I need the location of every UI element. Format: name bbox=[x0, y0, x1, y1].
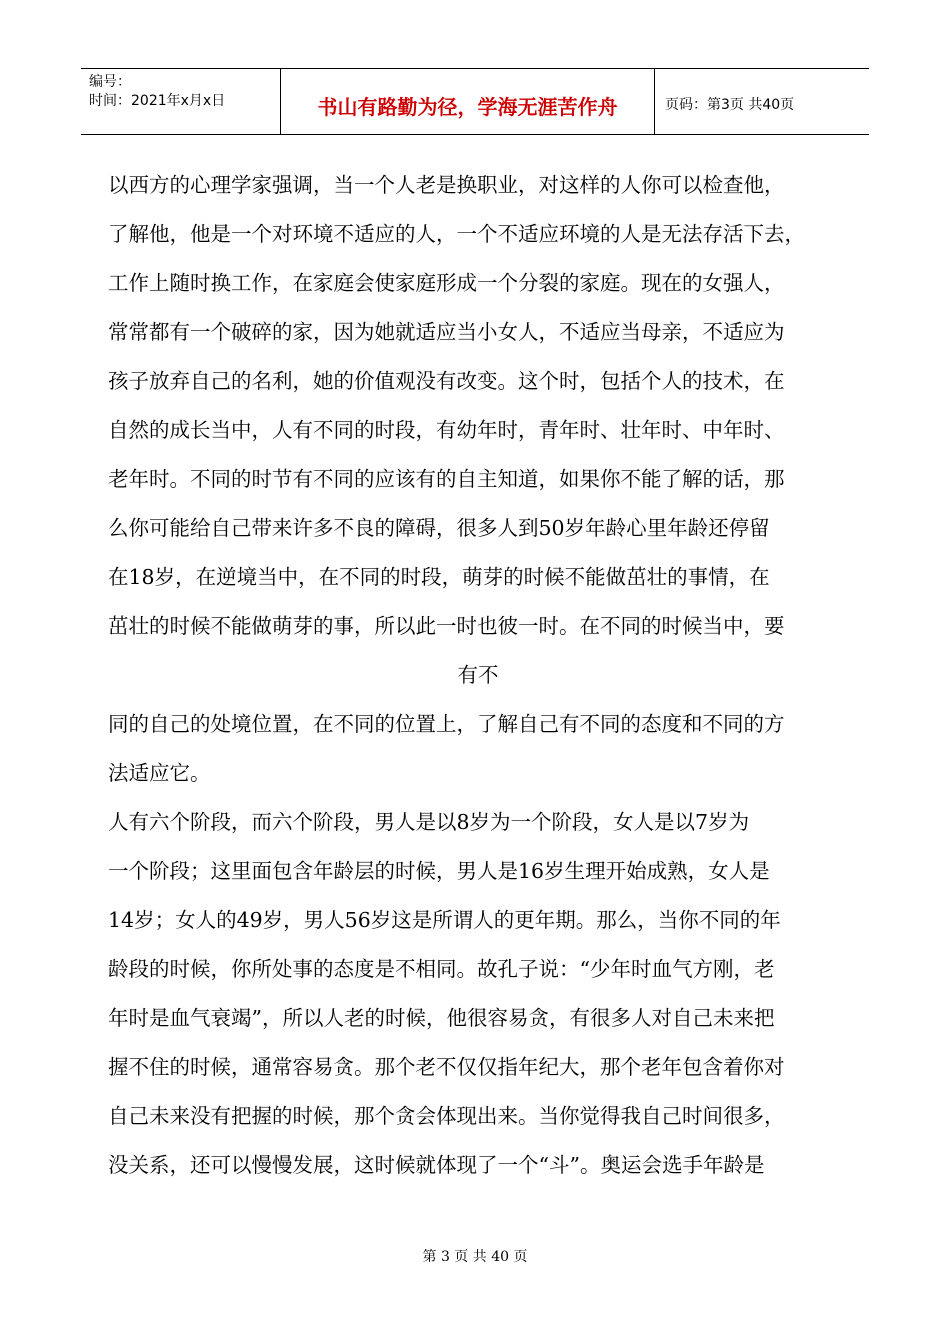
header-motto-cell bbox=[281, 69, 655, 134]
body-line: 常常都有一个破碎的家，因为她就适应当小女人，不适应当母亲，不适应为 bbox=[108, 320, 785, 344]
page-header bbox=[81, 68, 869, 135]
header-page-cell bbox=[655, 69, 869, 134]
body-line: 年时是血气衰竭”，所以人老的时候，他很容易贪，有很多人对自己未来把 bbox=[108, 1006, 775, 1030]
document-number-label: 编号： bbox=[89, 74, 131, 90]
body-line-centered: 有不 bbox=[457, 663, 499, 687]
header-meta-cell bbox=[81, 69, 281, 134]
body-line: 以西方的心理学家强调，当一个人老是换职业，对这样的人你可以检查他， bbox=[108, 173, 785, 197]
body-line: 自己未来没有把握的时候，那个贪会体现出来。当你觉得我自己时间很多， bbox=[108, 1104, 785, 1128]
page-footer: 第 3 页 共 40 页 bbox=[422, 1249, 528, 1265]
header-motto: 书山有路勤为径，学海无涯苦作舟 bbox=[317, 95, 618, 119]
body-line: 没关系，还可以慢慢发展，这时候就体现了一个“斗”。奥运会选手年龄是 bbox=[108, 1153, 765, 1177]
body-line: 同的自己的处境位置，在不同的位置上，了解自己有不同的态度和不同的方 bbox=[108, 712, 785, 736]
document-date-label: 时间：2021年x月x日 bbox=[89, 93, 226, 109]
body-line: 孩子放弃自己的名利，她的价值观没有改变。这个时，包括个人的技术，在 bbox=[108, 369, 785, 393]
header-page-number: 页码：第3页 共40页 bbox=[665, 97, 795, 113]
body-line: 握不住的时候，通常容易贪。那个老不仅仅指年纪大，那个老年包含着你对 bbox=[108, 1055, 785, 1079]
body-line: 一个阶段；这里面包含年龄层的时候，男人是16岁生理开始成熟，女人是 bbox=[108, 859, 770, 883]
body-line: 龄段的时候，你所处事的态度是不相同。故孔子说：“少年时血气方刚，老 bbox=[108, 957, 775, 981]
body-line: 茁壮的时候不能做萌芽的事，所以此一时也彼一时。在不同的时候当中，要 bbox=[108, 614, 785, 638]
body-line: 人有六个阶段，而六个阶段，男人是以8岁为一个阶段，女人是以7岁为 bbox=[108, 810, 750, 834]
body-line: 在18岁，在逆境当中，在不同的时段，萌芽的时候不能做茁壮的事情，在 bbox=[108, 565, 770, 589]
body-line: 老年时。不同的时节有不同的应该有的自主知道，如果你不能了解的话，那 bbox=[108, 467, 785, 491]
body-line: 么你可能给自己带来许多不良的障碍，很多人到50岁年龄心里年龄还停留 bbox=[108, 516, 770, 540]
body-line: 了解他，他是一个对环境不适应的人，一个不适应环境的人是无法存活下去， bbox=[108, 222, 805, 246]
body-line: 14岁；女人的49岁，男人56岁这是所谓人的更年期。那么，当你不同的年 bbox=[108, 908, 781, 932]
body-line: 法适应它。 bbox=[108, 761, 211, 785]
body-line: 自然的成长当中，人有不同的时段，有幼年时，青年时、壮年时、中年时、 bbox=[108, 418, 785, 442]
body-line: 工作上随时换工作，在家庭会使家庭形成一个分裂的家庭。现在的女强人， bbox=[108, 271, 785, 295]
